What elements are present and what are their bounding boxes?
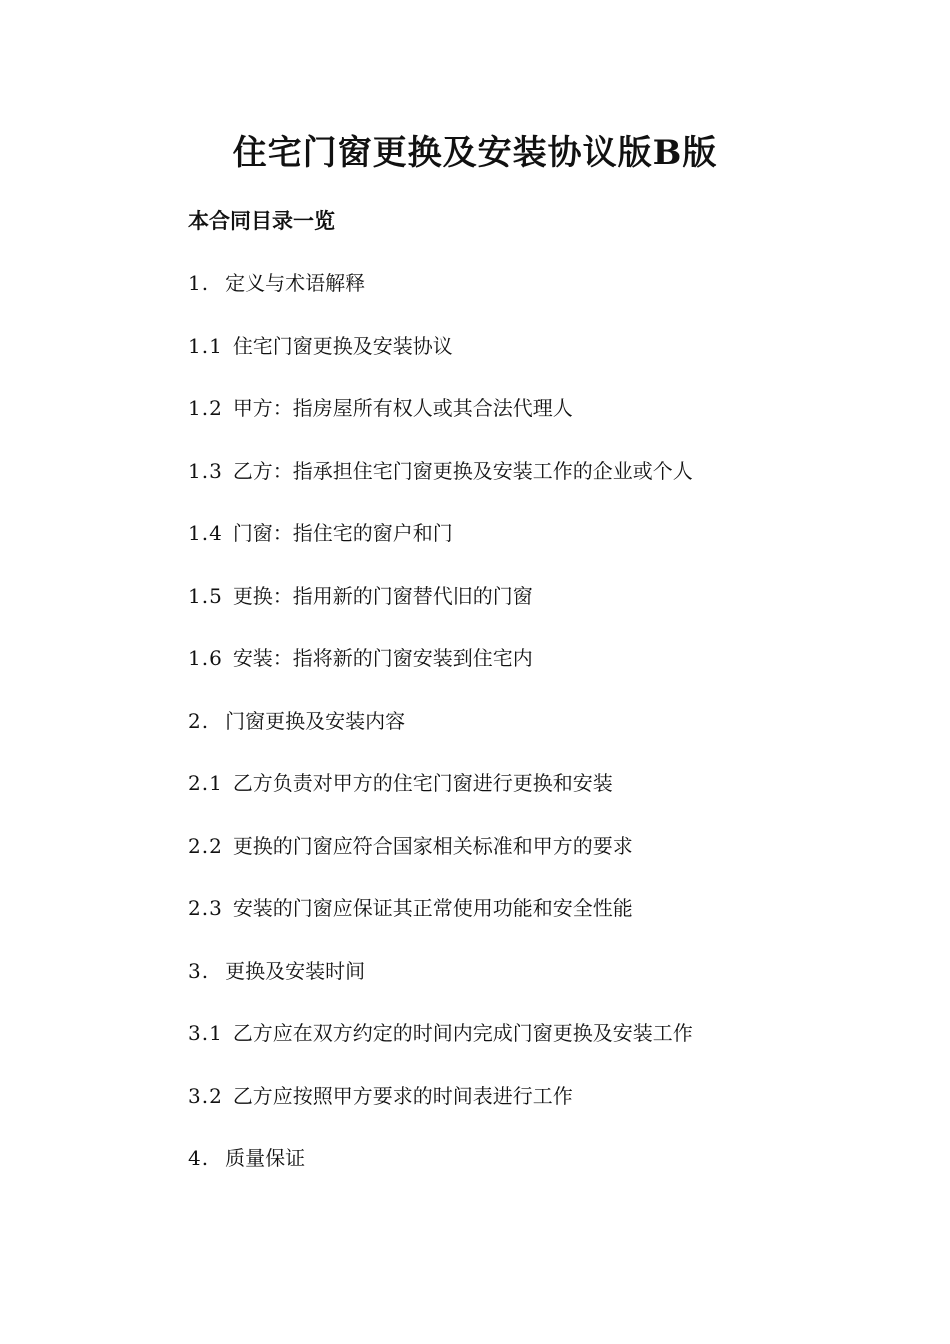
toc-item bbox=[188, 518, 693, 581]
toc-item bbox=[188, 768, 693, 831]
toc-item-number: 3. bbox=[188, 958, 210, 983]
toc-item-text: 乙方：指承担住宅门窗更换及安装工作的企业或个人 bbox=[232, 458, 693, 483]
toc-item-number: 2.2 bbox=[188, 833, 223, 858]
toc-item-text: 住宅门窗更换及安装协议 bbox=[232, 333, 453, 358]
toc-item-text: 安装：指将新的门窗安装到住宅内 bbox=[232, 646, 533, 670]
toc-item bbox=[188, 831, 693, 894]
toc-item bbox=[188, 1081, 693, 1144]
toc-item-text: 定义与术语解释 bbox=[225, 271, 366, 295]
toc-item-number: 4. bbox=[188, 1146, 210, 1170]
toc-item bbox=[188, 893, 693, 956]
toc-item-text: 甲方：指房屋所有权人或其合法代理人 bbox=[232, 396, 573, 420]
toc-item bbox=[188, 956, 693, 1019]
toc-item-number: 1.5 bbox=[188, 583, 223, 608]
toc-item bbox=[188, 1018, 693, 1081]
toc-item bbox=[188, 331, 693, 394]
toc-item-number: 2.1 bbox=[188, 771, 223, 795]
toc-item-number: 3.2 bbox=[188, 1083, 223, 1108]
toc-item-number: 1.2 bbox=[188, 396, 223, 420]
toc-item-number: 1.6 bbox=[188, 646, 223, 670]
toc-item bbox=[188, 1143, 693, 1206]
toc-item bbox=[188, 268, 693, 331]
toc-item-text: 乙方负责对甲方的住宅门窗进行更换和安装 bbox=[232, 771, 613, 795]
toc-item-number: 2. bbox=[188, 708, 210, 733]
toc-item-text: 乙方应在双方约定的时间内完成门窗更换及安装工作 bbox=[232, 1021, 693, 1045]
toc-item-number: 2.3 bbox=[188, 896, 223, 920]
document-title: 住宅门窗更换及安装协议版B版 bbox=[232, 133, 718, 173]
toc-list bbox=[188, 268, 693, 1206]
toc-item-text: 门窗：指住宅的窗户和门 bbox=[232, 521, 453, 545]
toc-item-number: 3.1 bbox=[188, 1021, 223, 1045]
toc-item-text: 乙方应按照甲方要求的时间表进行工作 bbox=[232, 1083, 573, 1108]
toc-item-text: 质量保证 bbox=[225, 1146, 306, 1170]
toc-item-text: 安装的门窗应保证其正常使用功能和安全性能 bbox=[232, 896, 633, 920]
toc-item bbox=[188, 643, 693, 706]
toc-heading: 本合同目录一览 bbox=[188, 208, 335, 233]
toc-item-text: 门窗更换及安装内容 bbox=[225, 708, 406, 733]
toc-item bbox=[188, 706, 693, 769]
toc-item-number: 1.3 bbox=[188, 458, 223, 483]
toc-item bbox=[188, 456, 693, 519]
toc-item bbox=[188, 581, 693, 644]
toc-item-number: 1.4 bbox=[188, 521, 223, 545]
toc-item bbox=[188, 393, 693, 456]
toc-item-text: 更换及安装时间 bbox=[225, 958, 366, 983]
toc-item-text: 更换的门窗应符合国家相关标准和甲方的要求 bbox=[232, 833, 633, 858]
toc-item-number: 1.1 bbox=[188, 333, 223, 358]
toc-item-number: 1. bbox=[188, 271, 210, 295]
toc-item-text: 更换：指用新的门窗替代旧的门窗 bbox=[232, 583, 533, 608]
